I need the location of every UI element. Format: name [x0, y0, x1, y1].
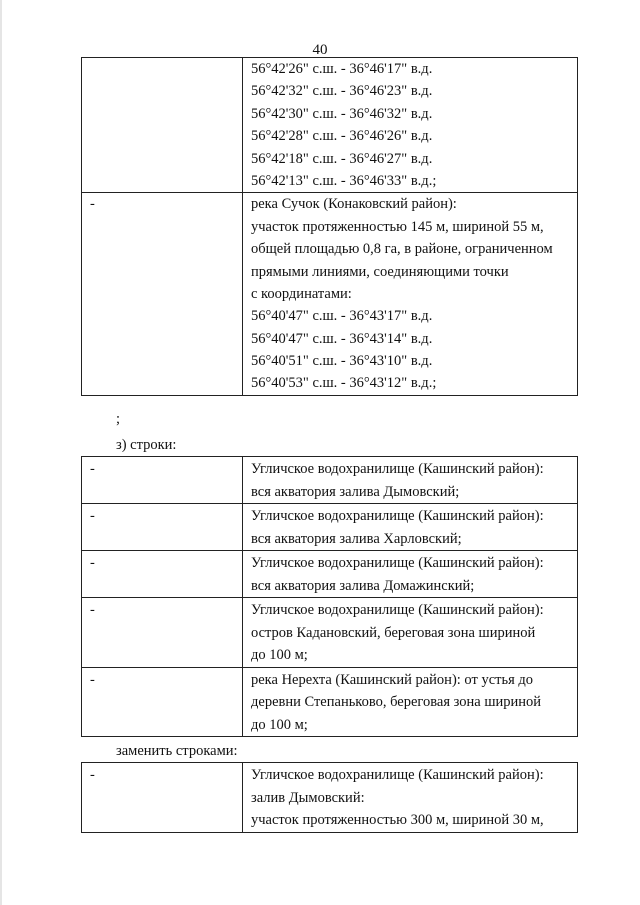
description-line: 56°40'47" с.ш. - 36°43'14" в.д. [251, 330, 433, 347]
table-row [82, 457, 578, 504]
row-dash: - [90, 767, 95, 783]
row-description-cell [243, 58, 578, 193]
page-number: 40 [312, 42, 328, 58]
row-dash: - [90, 602, 95, 618]
row-description-cell [243, 667, 578, 737]
row-dash: - [90, 461, 95, 477]
description-line: 56°42'28" с.ш. - 36°46'26" в.д. [251, 128, 433, 145]
description-line: Угличское водохранилище (Кашинский район): [251, 602, 544, 618]
row-marker-cell [82, 457, 243, 504]
description-line: деревни Степаньково, береговая зона шириной [251, 694, 542, 710]
row-description-cell [243, 457, 578, 504]
row-description-cell [243, 193, 578, 396]
description-line: Угличское водохранилище (Кашинский район): [251, 767, 544, 783]
table-row [82, 598, 578, 668]
description-line: вся акватория залива Домажинский; [251, 577, 475, 594]
row-description-cell [243, 551, 578, 598]
description-line: 56°40'53" с.ш. - 36°43'12" в.д.; [251, 375, 437, 392]
row-marker-cell [82, 598, 243, 668]
description-line: Угличское водохранилище (Кашинский район): [251, 555, 544, 571]
description-line: прямыми линиями, соединяющими точки [251, 263, 509, 280]
row-description-cell [243, 504, 578, 551]
description-line: река Нерехта (Кашинский район): от устья до [251, 671, 534, 688]
description-line: 56°42'32" с.ш. - 36°46'23" в.д. [251, 83, 433, 100]
row-marker-cell [82, 551, 243, 598]
row-marker-cell [82, 193, 243, 396]
row-dash: - [90, 508, 95, 524]
description-line: до 100 м; [251, 716, 308, 733]
row-dash: - [90, 555, 95, 571]
row-marker-cell [82, 763, 243, 833]
description-line: вся акватория залива Харловский; [251, 530, 462, 547]
description-line: 56°40'47" с.ш. - 36°43'17" в.д. [251, 308, 433, 325]
description-line: 56°42'13" с.ш. - 36°46'33" в.д.; [251, 172, 437, 189]
row-dash: - [90, 196, 95, 213]
description-line: 56°42'30" с.ш. - 36°46'32" в.д. [251, 105, 433, 122]
table-row [82, 504, 578, 551]
description-line: с координатами: [251, 285, 352, 302]
table-row [82, 667, 578, 737]
description-line: общей площадью 0,8 га, в районе, ограниченном [251, 241, 553, 258]
description-line: участок протяженностью 300 м, шириной 30 м, [251, 812, 544, 828]
description-line: вся акватория залива Дымовский; [251, 483, 460, 500]
row-marker-cell [82, 504, 243, 551]
description-line: 56°40'51" с.ш. - 36°43'10" в.д. [251, 353, 433, 370]
scan-edge [0, 0, 2, 905]
description-line: река Сучок (Конаковский район): [251, 196, 457, 213]
description-line: остров Кадановский, береговая зона шириной [251, 624, 536, 641]
description-line: Угличское водохранилище (Кашинский район): [251, 461, 544, 477]
row-marker-cell [82, 58, 243, 193]
table-row [82, 551, 578, 598]
rows-to-replace-table [81, 456, 578, 737]
intro-z-rows: з) строки: [116, 437, 177, 453]
row-marker-cell [82, 667, 243, 737]
description-line: 56°42'26" с.ш. - 36°46'17" в.д. [251, 61, 433, 77]
table-row [82, 193, 578, 396]
table-row [82, 763, 578, 833]
description-line: залив Дымовский: [251, 789, 365, 806]
description-line: участок протяженностью 145 м, шириной 55 м, [251, 218, 544, 235]
replace-heading: заменить строками: [116, 743, 238, 759]
coordinates-table-continued [81, 57, 578, 396]
row-description-cell [243, 763, 578, 833]
table-row [82, 58, 578, 193]
row-dash: - [90, 671, 95, 688]
semicolon: ; [116, 411, 121, 427]
description-line: Угличское водохранилище (Кашинский район): [251, 508, 544, 524]
row-description-cell [243, 598, 578, 668]
description-line: до 100 м; [251, 647, 308, 663]
replacement-rows-table [81, 762, 578, 833]
description-line: 56°42'18" с.ш. - 36°46'27" в.д. [251, 150, 433, 167]
